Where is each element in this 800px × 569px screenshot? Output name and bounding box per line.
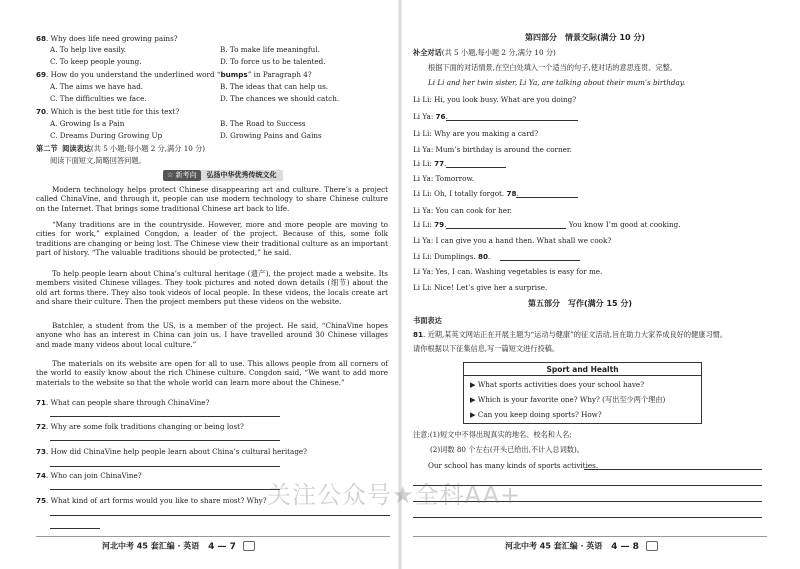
topic-banner bbox=[163, 169, 283, 181]
question-72: 72. Why are some folk traditions changing or being lost? bbox=[36, 422, 244, 431]
dialog-line-8: Li Ya: You can cook for her. bbox=[413, 206, 512, 215]
q69-option-c[interactable]: C. The difficulties we face. bbox=[50, 94, 147, 103]
q69-option-b[interactable]: B. The ideas that can help us. bbox=[220, 82, 329, 91]
answer-line-74[interactable] bbox=[50, 489, 280, 490]
question-74: 74. Who can join ChinaVine? bbox=[36, 471, 142, 480]
dialog-line-11: Li Li: Dumplings. 80. bbox=[413, 252, 491, 261]
part-4-title: 第四部分 情景交际(满分 10 分) bbox=[525, 33, 646, 42]
publisher-logo-icon bbox=[243, 541, 255, 551]
dialog-line-5: Li Li: 77. bbox=[413, 159, 447, 168]
writing-note-1: 注意:(1)短文中不得出现真实的地名、校名和人名; bbox=[413, 430, 572, 439]
answer-line-73[interactable] bbox=[50, 466, 280, 467]
part-5-title: 第五部分 写作(满分 15 分) bbox=[528, 299, 633, 308]
writing-start-sentence: Our school has many kinds of sports activities. bbox=[428, 461, 599, 470]
dialog-line-6: Li Ya: Tomorrow. bbox=[413, 174, 475, 183]
passage-paragraph-1: Modern technology helps protect Chinese disappearing art and culture. There’s a project called ChinaVine, and through it, people can use modern technology to share Chinese culture on the Internet. That brings some traditional Chinese art back to life. bbox=[36, 185, 388, 213]
prompt-item-3: ▶ Can you keep doing sports? How? bbox=[470, 410, 602, 419]
part-4-instruction: 根据下面的对话情景,在空白处填入一个适当的句子,使对话的意思连贯、完整。 bbox=[428, 63, 677, 72]
dialog-context: Li Li and her twin sister, Li Ya, are talking about their mum’s birthday. bbox=[428, 78, 686, 87]
q68-option-c[interactable]: C. To keep people young. bbox=[50, 57, 142, 66]
question-81-line-1: 81. 近期,某英文网站正在开展主题为“运动与健康”的征文活动,旨在助力大家养成良好的健康习惯。 bbox=[413, 330, 728, 339]
watermark-text: 关注公众号★全科AA+ bbox=[267, 481, 522, 509]
right-footer bbox=[505, 541, 658, 553]
passage-paragraph-4: Batchler, a student from the US, is a member of the project. He said, “ChinaVine hopes anyone who has an interest in China can join us. I have travelled around 30 Chinese villages and made many videos about local culture.” bbox=[36, 321, 388, 349]
part-5-subheading: 书面表达 bbox=[413, 316, 442, 325]
question-68-stem: 68. Why does life need growing pains? bbox=[36, 34, 178, 43]
triangle-bullet-icon: ▶ bbox=[470, 380, 476, 389]
banner-text: 弘扬中华优秀传统文化 bbox=[201, 170, 283, 181]
dialog-line-9: Li Li: 79. You know I’m good at cooking. bbox=[413, 220, 681, 229]
prompt-item-1: ▶ What sports activities does your school have? bbox=[470, 380, 645, 389]
publisher-logo-icon bbox=[646, 541, 658, 551]
passage-paragraph-2: “Many traditions are in the countryside. However, more and more people are moving to cities for work,” explained Congdon, a leader of the project. Because of this, some folk traditions are changing or being lost. The Chinese view their traditional culture as an important part of history. “The valuable traditions should be protected,” he said. bbox=[36, 220, 388, 258]
passage-paragraph-3: To help people learn about China’s cultural heritage (遗产), the project made a website. Its members visited Chinese villages. They took pictures and noted down details (细节) about the old art forms there. They also took videos of local people. In these videos, the locals create art and share their culture. Then the project members put these videos on the website. bbox=[36, 269, 388, 307]
q68-option-a[interactable]: A. To help live easily. bbox=[50, 45, 127, 54]
triangle-bullet-icon: ▶ bbox=[470, 395, 476, 404]
blank-79[interactable] bbox=[446, 228, 566, 229]
writing-note-2: (2)词数 80 个左右(开头已给出,不计入总词数)。 bbox=[430, 445, 584, 454]
writing-line-1[interactable] bbox=[584, 469, 762, 470]
dialog-line-4: Li Ya: Mum’s birthday is around the corner. bbox=[413, 145, 572, 154]
footer-divider bbox=[36, 536, 390, 537]
dialog-line-13: Li Li: Nice! Let’s give her a surprise. bbox=[413, 283, 548, 292]
writing-prompt-box bbox=[463, 362, 702, 424]
part-4-subheading: 补全对话(共 5 小题,每小题 2 分,满分 10 分) bbox=[413, 48, 556, 57]
writing-line-4[interactable] bbox=[413, 517, 762, 518]
blank-76[interactable] bbox=[446, 120, 578, 121]
blank-80[interactable] bbox=[500, 260, 580, 261]
q70-option-b[interactable]: B. The Road to Success bbox=[220, 119, 306, 128]
question-70-stem: 70. Which is the best title for this text? bbox=[36, 107, 180, 116]
dialog-line-12: Li Ya: Yes, I can. Washing vegetables is easy for me. bbox=[413, 267, 603, 276]
footer-title: 河北中考 45 套汇编 · 英语 bbox=[102, 541, 200, 551]
prompt-box-title: Sport and Health bbox=[464, 363, 701, 376]
blank-78[interactable] bbox=[516, 197, 578, 198]
passage-paragraph-5: The materials on its website are open for all to use. This allows people from all corners of the world to easily know about the rich Chinese culture. Congdon said, “We want to add more materials to the website so that the whole world can learn more about the Chinese.” bbox=[36, 359, 388, 387]
q69-option-d[interactable]: D. The chances we should catch. bbox=[220, 94, 340, 103]
q70-option-c[interactable]: C. Dreams During Growing Up bbox=[50, 131, 163, 140]
q68-option-d[interactable]: D. To force us to be talented. bbox=[220, 57, 326, 66]
footer-title: 河北中考 45 套汇编 · 英语 bbox=[505, 541, 603, 551]
answer-line-75b[interactable] bbox=[50, 528, 100, 529]
q70-option-d[interactable]: D. Growing Pains and Gains bbox=[220, 131, 322, 140]
dialog-line-7: Li Li: Oh, I totally forgot. 78. bbox=[413, 189, 519, 198]
triangle-bullet-icon: ▶ bbox=[470, 410, 476, 419]
q69-option-a[interactable]: A. The aims we have had. bbox=[50, 82, 144, 91]
question-69-stem: 69. How do you understand the underlined word “bumps” in Paragraph 4? bbox=[36, 70, 312, 79]
answer-line-75a[interactable] bbox=[50, 515, 390, 516]
blank-77[interactable] bbox=[446, 167, 506, 168]
dialog-line-1: Li Li: Hi, you look busy. What are you doing? bbox=[413, 95, 577, 104]
left-footer bbox=[102, 541, 255, 553]
question-81-line-2: 请你根据以下征集信息,写一篇短文进行投稿。 bbox=[413, 344, 560, 353]
footer-divider bbox=[413, 536, 767, 537]
page-number: 4 — 7 bbox=[208, 541, 236, 552]
q68-option-b[interactable]: B. To make life meaningful. bbox=[220, 45, 320, 54]
dialog-line-10: Li Ya: I can give you a hand then. What shall we cook? bbox=[413, 236, 612, 245]
question-71: 71. What can people share through ChinaVine? bbox=[36, 398, 210, 407]
question-75: 75. What kind of art forms would you like to share most? Why? bbox=[36, 496, 267, 505]
page-number: 4 — 8 bbox=[611, 541, 639, 552]
dialog-line-2: Li Ya: 76. bbox=[413, 112, 448, 121]
prompt-item-2: ▶ Which is your favorite one? Why? (写出至少两个理由) bbox=[470, 395, 666, 404]
q70-option-a[interactable]: A. Growing Is a Pain bbox=[50, 119, 125, 128]
section-2-heading: 第二节 阅读表达(共 5 小题;每小题 2 分,满分 10 分) bbox=[36, 144, 206, 153]
section-2-instruction: 阅读下面短文,简略回答问题。 bbox=[50, 156, 146, 165]
dialog-line-3: Li Li: Why are you making a card? bbox=[413, 129, 539, 138]
new-direction-tag: ☆ 新考向 bbox=[163, 170, 201, 181]
answer-line-71[interactable] bbox=[50, 416, 280, 417]
answer-line-72[interactable] bbox=[50, 440, 280, 441]
question-73: 73. How did ChinaVine help people learn about China’s cultural heritage? bbox=[36, 447, 308, 456]
